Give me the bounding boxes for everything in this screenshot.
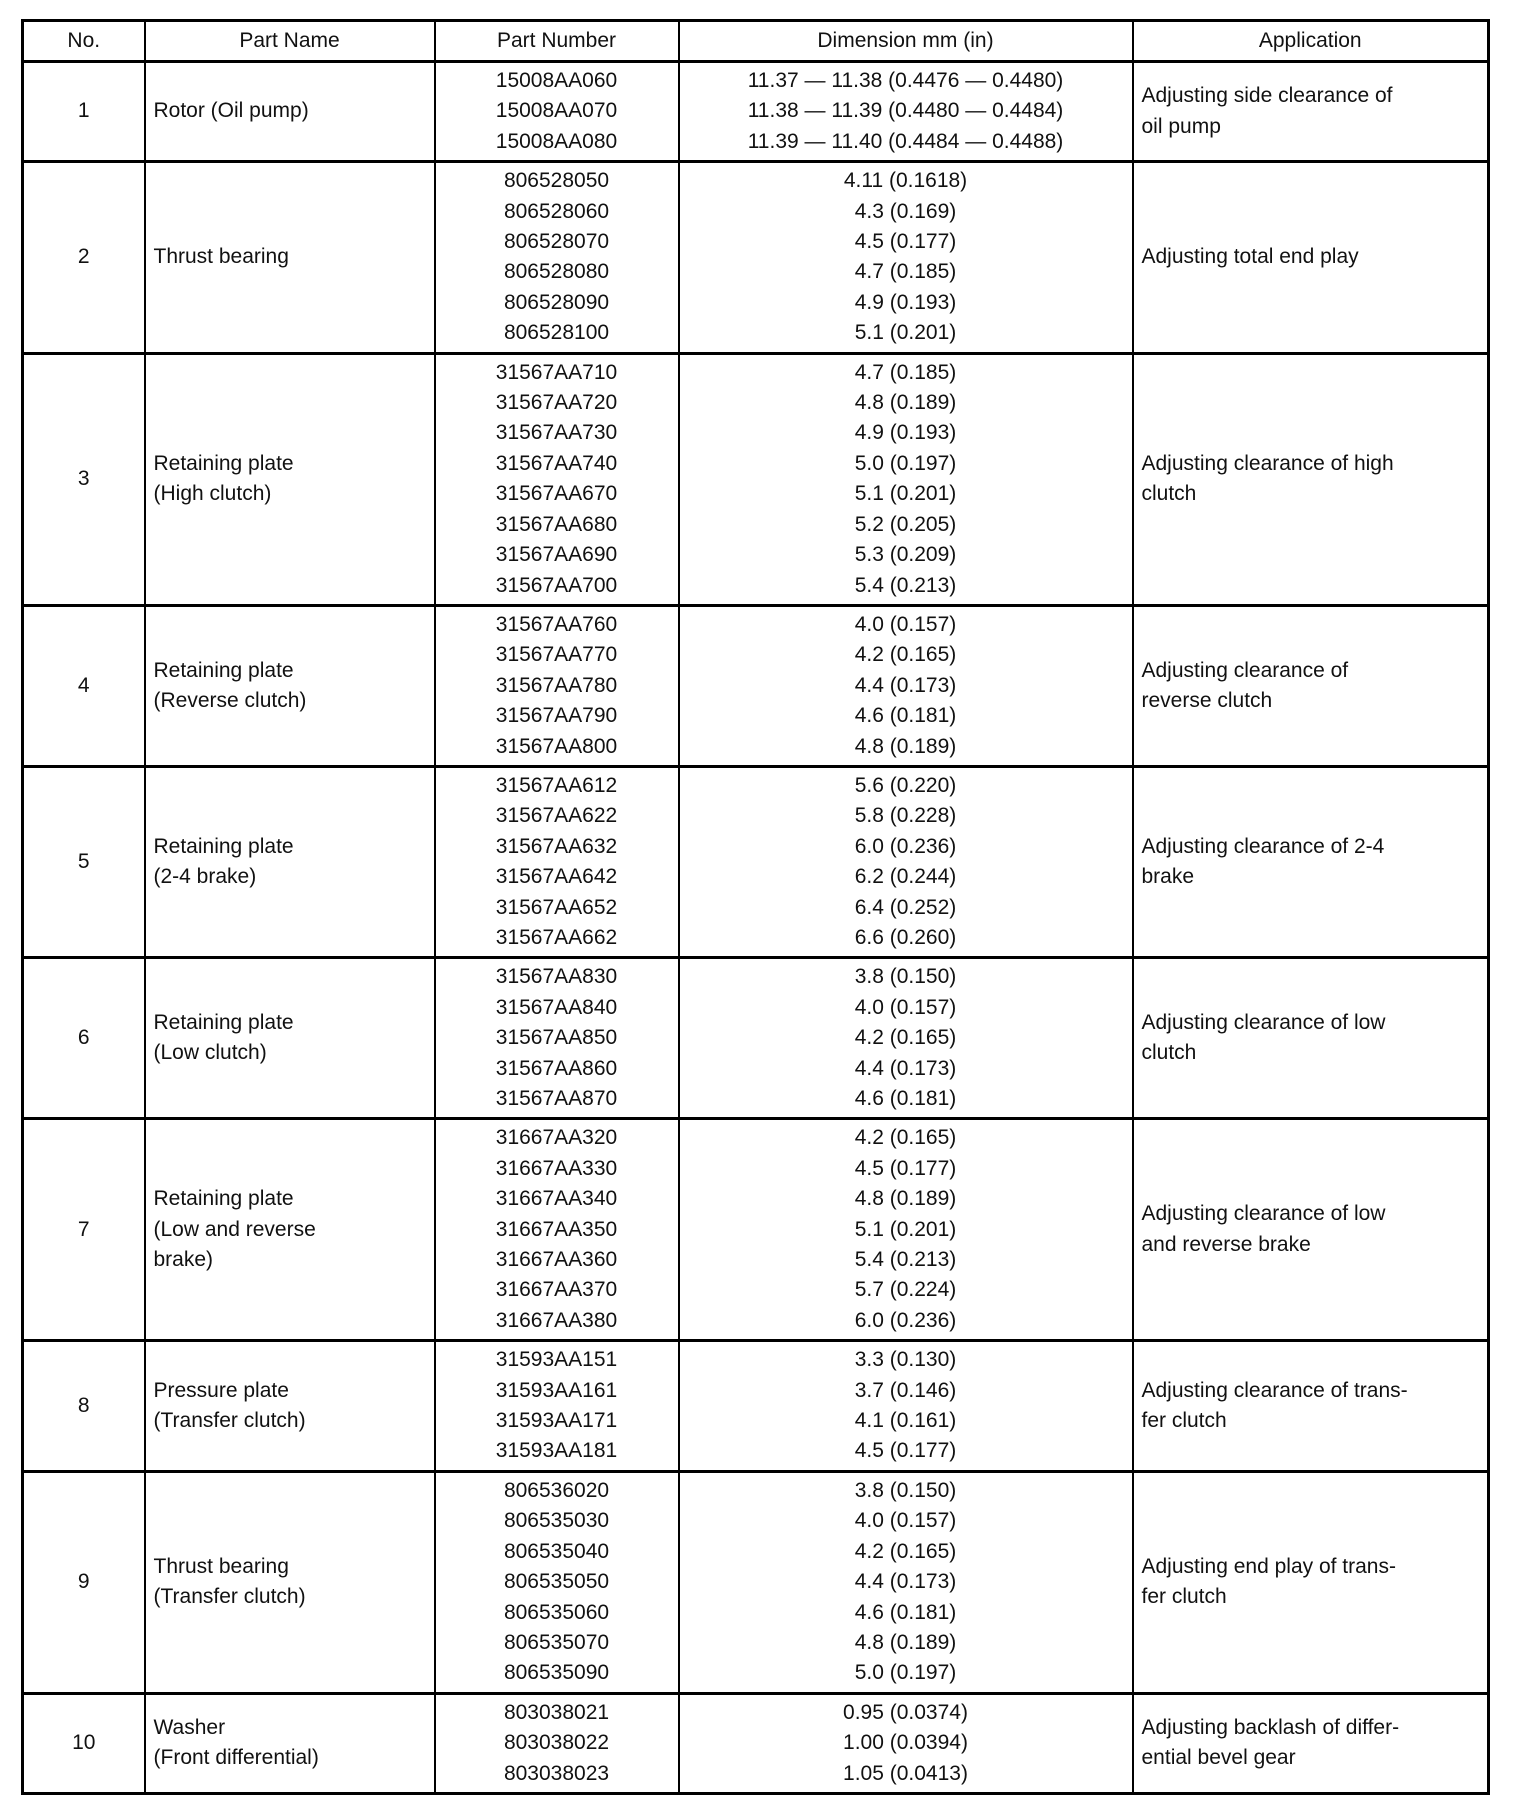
dimension: [679, 1471, 1133, 1693]
application: [1133, 766, 1489, 957]
part-number-line: 806535030: [503, 1509, 610, 1533]
part-number-line: 31593AA161: [495, 1378, 618, 1402]
part-number-line: 31567AA740: [495, 451, 618, 475]
part-number-line: 31567AA612: [495, 773, 618, 797]
application-line: Adjusting clearance of trans-: [1141, 1378, 1408, 1402]
part-number-line: 31567AA760: [495, 612, 618, 636]
dimension-line: 5.1 (0.201): [854, 321, 957, 345]
table-row: [23, 1693, 1489, 1793]
header-dimension: Dimension mm (in): [679, 21, 1133, 62]
part-name: [145, 62, 435, 162]
dimension-line: 4.2 (0.165): [854, 1026, 957, 1050]
dimension-line: 5.4 (0.213): [854, 1248, 957, 1272]
part-number-line: 15008AA070: [495, 99, 618, 123]
part-number: [435, 1119, 679, 1341]
dimension-line: 5.4 (0.213): [854, 573, 957, 597]
part-number-line: 806528090: [503, 290, 610, 314]
part-name-line: (Low clutch): [153, 1041, 267, 1065]
application: [1133, 1693, 1489, 1793]
part-number-line: 31667AA380: [495, 1308, 618, 1332]
application: [1133, 353, 1489, 605]
dimension-line: 3.3 (0.130): [854, 1348, 957, 1372]
row-number: 8: [23, 1341, 145, 1472]
header-row: [23, 21, 1489, 62]
part-name-line: Rotor (Oil pump): [153, 99, 309, 123]
dimension-line: 4.4 (0.173): [854, 673, 957, 697]
application-line: fer clutch: [1141, 1409, 1227, 1433]
part-number-line: 31567AA800: [495, 734, 618, 758]
part-name: [145, 1693, 435, 1793]
dimension-line: 4.8 (0.189): [854, 734, 957, 758]
part-name: [145, 353, 435, 605]
part-number-line: 31567AA680: [495, 512, 618, 536]
part-name-line: Thrust bearing: [153, 1554, 289, 1578]
part-number-line: 806528080: [503, 260, 610, 284]
part-number-line: 31567AA690: [495, 543, 618, 567]
dimension: [679, 605, 1133, 766]
dimension-line: 4.1 (0.161): [854, 1409, 957, 1433]
part-number-line: 31567AA790: [495, 704, 618, 728]
application: [1133, 605, 1489, 766]
header-part-name: Part Name: [145, 21, 435, 62]
part-name-line: Retaining plate: [153, 1010, 294, 1034]
dimension: [679, 1341, 1133, 1472]
application-line: Adjusting end play of trans-: [1141, 1554, 1396, 1578]
part-number-line: 803038021: [503, 1700, 610, 1724]
dimension-line: 5.3 (0.209): [854, 543, 957, 567]
dimension-line: 6.6 (0.260): [854, 925, 957, 949]
part-number-line: 31567AA670: [495, 482, 618, 506]
part-number: [435, 958, 679, 1119]
part-number: [435, 1471, 679, 1693]
part-number-line: 31567AA700: [495, 573, 618, 597]
part-number-line: 31667AA350: [495, 1217, 618, 1241]
part-number-line: 806535070: [503, 1630, 610, 1654]
part-number: [435, 605, 679, 766]
table-row: [23, 1341, 1489, 1472]
table-row: [23, 1471, 1489, 1693]
part-number: [435, 1341, 679, 1472]
part-number-line: 31593AA151: [495, 1348, 618, 1372]
part-name-line: (Transfer clutch): [153, 1585, 306, 1609]
part-number-line: 806528070: [503, 230, 610, 254]
dimension-line: 5.1 (0.201): [854, 1217, 957, 1241]
dimension-line: 4.5 (0.177): [854, 230, 957, 254]
dimension-line: 4.11 (0.1618): [843, 169, 968, 193]
application-line: reverse clutch: [1141, 688, 1273, 712]
part-name-line: Thrust bearing: [153, 245, 289, 269]
application-line: clutch: [1141, 1041, 1197, 1065]
dimension-line: 4.7 (0.185): [854, 260, 957, 284]
dimension-line: 6.0 (0.236): [854, 1308, 957, 1332]
dimension-line: 0.95 (0.0374): [843, 1700, 968, 1724]
header-application: Application: [1133, 21, 1489, 62]
dimension-line: 11.37 — 11.38 (0.4476 — 0.4480): [747, 69, 1064, 92]
dimension-line: 4.5 (0.177): [854, 1156, 957, 1180]
part-name-line: (Transfer clutch): [153, 1409, 306, 1433]
dimension-line: 4.4 (0.173): [854, 1570, 957, 1594]
table-row: [23, 958, 1489, 1119]
part-number-line: 31567AA652: [495, 895, 618, 919]
part-number-line: 806528050: [503, 169, 610, 193]
dimension-line: 4.9 (0.193): [854, 290, 957, 314]
part-number: [435, 162, 679, 353]
part-number-line: 31567AA632: [495, 834, 618, 858]
dimension-line: 5.1 (0.201): [854, 482, 957, 506]
dimension-line: 11.39 — 11.40 (0.4484 — 0.4488): [747, 129, 1064, 153]
dimension-line: 4.3 (0.169): [854, 199, 957, 223]
dimension-line: 4.0 (0.157): [854, 612, 957, 636]
row-number: 7: [23, 1119, 145, 1341]
dimension-line: 3.8 (0.150): [854, 1478, 957, 1502]
part-number: [435, 62, 679, 162]
application-line: Adjusting total end play: [1141, 245, 1359, 269]
header-no: No.: [23, 21, 145, 62]
part-name: [145, 958, 435, 1119]
dimension-line: 4.8 (0.189): [854, 1187, 957, 1211]
part-number-line: 31567AA622: [495, 804, 618, 828]
part-number-line: 806536020: [503, 1478, 610, 1502]
dimension-line: 5.6 (0.220): [854, 773, 957, 797]
table-row: [23, 62, 1489, 162]
part-number-line: 31567AA830: [495, 965, 618, 989]
application-line: clutch: [1141, 482, 1197, 506]
dimension-line: 1.05 (0.0413): [843, 1761, 968, 1785]
row-number: 4: [23, 605, 145, 766]
part-number-line: 31667AA320: [495, 1126, 618, 1150]
dimension: [679, 353, 1133, 605]
part-number: [435, 766, 679, 957]
application-line: and reverse brake: [1141, 1232, 1311, 1256]
application: [1133, 62, 1489, 162]
part-number: [435, 353, 679, 605]
part-name: [145, 605, 435, 766]
part-number-line: 15008AA080: [495, 129, 618, 153]
part-name: [145, 1341, 435, 1472]
dimension-line: 4.7 (0.185): [854, 360, 957, 384]
part-number-line: 806535040: [503, 1539, 610, 1563]
part-name: [145, 162, 435, 353]
part-name-line: brake): [153, 1248, 214, 1272]
table-row: [23, 605, 1489, 766]
dimension-line: 1.00 (0.0394): [843, 1731, 968, 1755]
dimension-line: 6.0 (0.236): [854, 834, 957, 858]
dimension-line: 4.0 (0.157): [854, 1509, 957, 1533]
part-name: [145, 1119, 435, 1341]
part-name-line: Pressure plate: [153, 1378, 289, 1402]
part-number-line: 31567AA710: [495, 360, 618, 384]
table-body: [23, 62, 1489, 1794]
part-number-line: 806535090: [503, 1661, 610, 1685]
dimension-line: 4.2 (0.165): [854, 643, 957, 667]
part-name: [145, 1471, 435, 1693]
table-row: [23, 1119, 1489, 1341]
part-name-line: Retaining plate: [153, 451, 294, 475]
part-number-line: 31593AA181: [495, 1439, 618, 1463]
dimension-line: 5.0 (0.197): [854, 1661, 957, 1685]
row-number: 10: [23, 1693, 145, 1793]
adjusting-parts-table: [21, 19, 1490, 1795]
part-number-line: 31667AA370: [495, 1278, 618, 1302]
application: [1133, 1119, 1489, 1341]
part-number-line: 15008AA060: [495, 69, 618, 92]
application-line: Adjusting clearance of: [1141, 658, 1349, 682]
dimension-line: 11.38 — 11.39 (0.4480 — 0.4484): [747, 99, 1064, 123]
dimension-line: 4.6 (0.181): [854, 1600, 957, 1624]
part-number-line: 31567AA720: [495, 391, 618, 415]
application: [1133, 1341, 1489, 1472]
dimension-line: 4.2 (0.165): [854, 1126, 957, 1150]
part-number-line: 31667AA340: [495, 1187, 618, 1211]
part-name-line: Retaining plate: [153, 658, 294, 682]
part-number-line: 803038022: [503, 1731, 610, 1755]
part-number-line: 803038023: [503, 1761, 610, 1785]
dimension-line: 5.7 (0.224): [854, 1278, 957, 1302]
part-number: [435, 1693, 679, 1793]
part-name-line: (Low and reverse: [153, 1217, 316, 1241]
application-line: Adjusting clearance of low: [1141, 1202, 1386, 1226]
dimension: [679, 958, 1133, 1119]
part-number-line: 806528060: [503, 199, 610, 223]
part-name-line: Retaining plate: [153, 1187, 294, 1211]
part-name-line: Washer: [153, 1715, 226, 1739]
dimension-line: 4.4 (0.173): [854, 1056, 957, 1080]
dimension-line: 4.0 (0.157): [854, 995, 957, 1019]
part-number-line: 806528100: [503, 321, 610, 345]
part-name-line: (2-4 brake): [153, 865, 257, 889]
row-number: 5: [23, 766, 145, 957]
row-number: 1: [23, 62, 145, 162]
dimension: [679, 766, 1133, 957]
dimension: [679, 162, 1133, 353]
row-number: 2: [23, 162, 145, 353]
part-name-line: (Reverse clutch): [153, 688, 307, 712]
part-number-line: 806535060: [503, 1600, 610, 1624]
table-row: [23, 766, 1489, 957]
row-number: 6: [23, 958, 145, 1119]
part-number-line: 31567AA642: [495, 865, 618, 889]
part-number-line: 31667AA330: [495, 1156, 618, 1180]
application-line: Adjusting clearance of low: [1141, 1010, 1386, 1034]
application: [1133, 958, 1489, 1119]
dimension-line: 3.8 (0.150): [854, 965, 957, 989]
application-line: ential bevel gear: [1141, 1746, 1296, 1770]
part-name-line: Retaining plate: [153, 834, 294, 858]
dimension-line: 4.9 (0.193): [854, 421, 957, 445]
application-line: Adjusting clearance of 2-4: [1141, 834, 1385, 858]
part-number-line: 31567AA840: [495, 995, 618, 1019]
application-line: Adjusting side clearance of: [1141, 84, 1393, 108]
application-line: brake: [1141, 865, 1195, 889]
dimension-line: 4.8 (0.189): [854, 1630, 957, 1654]
application-line: oil pump: [1141, 114, 1221, 138]
part-number-line: 31567AA662: [495, 925, 618, 949]
application: [1133, 1471, 1489, 1693]
dimension: [679, 62, 1133, 162]
application: [1133, 162, 1489, 353]
part-number-line: 31667AA360: [495, 1248, 618, 1272]
part-number-line: 31567AA850: [495, 1026, 618, 1050]
dimension-line: 5.0 (0.197): [854, 451, 957, 475]
dimension-line: 4.6 (0.181): [854, 1087, 957, 1110]
row-number: 9: [23, 1471, 145, 1693]
row-number: 3: [23, 353, 145, 605]
dimension-line: 4.8 (0.189): [854, 391, 957, 415]
header-part-number: Part Number: [435, 21, 679, 62]
dimension-line: 6.4 (0.252): [854, 895, 957, 919]
dimension: [679, 1693, 1133, 1793]
application-line: Adjusting clearance of high: [1141, 451, 1394, 475]
part-number-line: 31567AA860: [495, 1056, 618, 1080]
application-line: fer clutch: [1141, 1585, 1227, 1609]
dimension-line: 6.2 (0.244): [854, 865, 957, 889]
part-number-line: 31567AA870: [495, 1087, 618, 1110]
part-number-line: 31567AA730: [495, 421, 618, 445]
dimension-line: 5.8 (0.228): [854, 804, 957, 828]
table-row: [23, 162, 1489, 353]
part-number-line: 806535050: [503, 1570, 610, 1594]
part-number-line: 31567AA770: [495, 643, 618, 667]
dimension-line: 3.7 (0.146): [854, 1378, 957, 1402]
dimension-line: 4.5 (0.177): [854, 1439, 957, 1463]
dimension-line: 4.2 (0.165): [854, 1539, 957, 1563]
dimension-line: 4.6 (0.181): [854, 704, 957, 728]
application-line: Adjusting backlash of differ-: [1141, 1715, 1400, 1739]
part-number-line: 31567AA780: [495, 673, 618, 697]
dimension: [679, 1119, 1133, 1341]
part-number-line: 31593AA171: [495, 1409, 618, 1433]
part-name: [145, 766, 435, 957]
table-row: [23, 353, 1489, 605]
part-name-line: (High clutch): [153, 482, 272, 506]
dimension-line: 5.2 (0.205): [854, 512, 957, 536]
part-name-line: (Front differential): [153, 1746, 319, 1770]
